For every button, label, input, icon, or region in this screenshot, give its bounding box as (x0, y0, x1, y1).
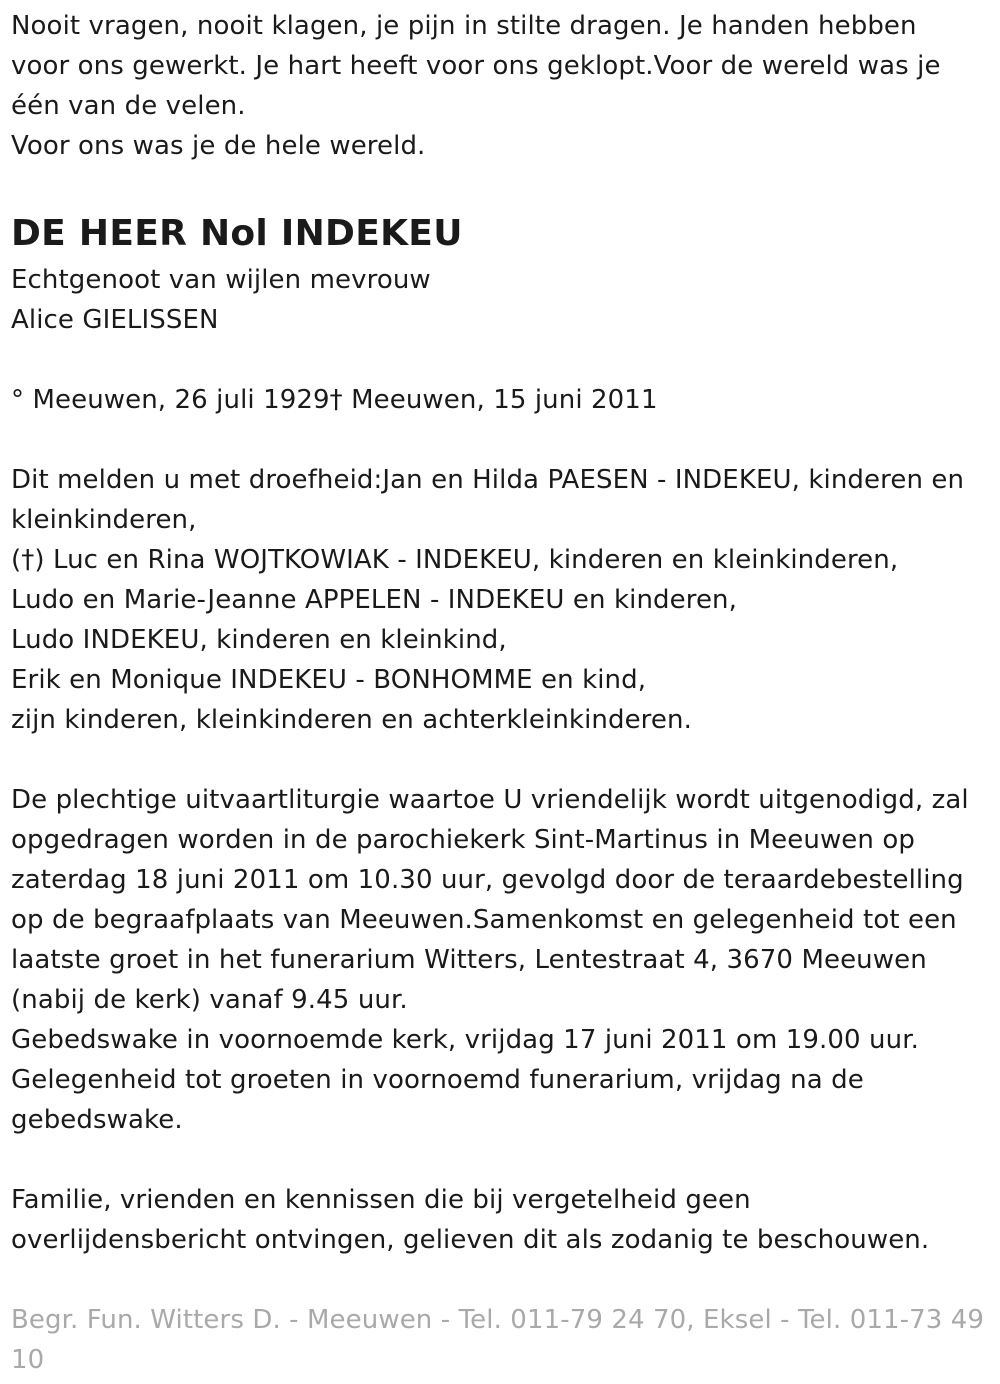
funeral-line: Gebedswake in voornoemde kerk, vrijdag 17 juni 2011 om 19.00 uur. (11, 1025, 919, 1055)
family-line: Erik en Monique INDEKEU - BONHOMME en kind, (11, 665, 647, 695)
funeral-details (11, 780, 991, 1140)
funeral-line: Gelegenheid tot groeten in voornoemd funerarium, vrijdag na de (11, 1065, 864, 1095)
birth-death-dates: ° Meeuwen, 26 juli 1929† Meeuwen, 15 juni 2011 (11, 385, 658, 415)
funeral-line: op de begraafplaats van Meeuwen.Samenkomst en gelegenheid tot een (11, 905, 957, 935)
funeral-line: (nabij de kerk) vanaf 9.45 uur. (11, 985, 408, 1015)
deceased-name: DE HEER Nol INDEKEU (11, 213, 463, 254)
poem-line: één van de velen. (11, 91, 246, 121)
spouse-info (11, 260, 991, 340)
poem (11, 6, 991, 166)
funeral-home-footer (11, 1300, 991, 1380)
family-line: Ludo INDEKEU, kinderen en kleinkind, (11, 625, 507, 655)
notice-line: Familie, vrienden en kennissen die bij vergetelheid geen (11, 1185, 751, 1215)
poem-line: Voor ons was je de hele wereld. (11, 131, 426, 161)
footer-line: 10 (11, 1345, 45, 1375)
notice-line: overlijdensbericht ontvingen, gelieven dit als zodanig te beschouwen. (11, 1225, 930, 1255)
family-line: (†) Luc en Rina WOJTKOWIAK - INDEKEU, kinderen en kleinkinderen, (11, 545, 899, 575)
spacer (11, 420, 991, 460)
family-line: zijn kinderen, kleinkinderen en achterkleinkinderen. (11, 705, 692, 735)
funeral-line: De plechtige uitvaartliturgie waartoe U vriendelijk wordt uitgenodigd, zal (11, 785, 969, 815)
spacer (11, 1140, 991, 1180)
funeral-line: zaterdag 18 juni 2011 om 10.30 uur, gevolgd door de teraardebestelling (11, 865, 964, 895)
family-line: Ludo en Marie-Jeanne APPELEN - INDEKEU en kinderen, (11, 585, 737, 615)
funeral-line: laatste groet in het funerarium Witters, Lentestraat 4, 3670 Meeuwen (11, 945, 927, 975)
funeral-line: opgedragen worden in de parochiekerk Sint-Martinus in Meeuwen op (11, 825, 915, 855)
obituary-document (11, 6, 991, 1380)
family-line: kleinkinderen, (11, 505, 197, 535)
poem-line: Nooit vragen, nooit klagen, je pijn in stilte dragen. Je handen hebben (11, 11, 917, 41)
spouse-line: Echtgenoot van wijlen mevrouw (11, 265, 431, 295)
spacer (11, 340, 991, 380)
spacer (11, 1260, 991, 1300)
spacer (11, 166, 991, 206)
family-line: Dit melden u met droefheid:Jan en Hilda PAESEN - INDEKEU, kinderen en (11, 465, 965, 495)
funeral-line: gebedswake. (11, 1105, 183, 1135)
spouse-name: Alice GIELISSEN (11, 305, 219, 335)
notice (11, 1180, 991, 1260)
poem-line: voor ons gewerkt. Je hart heeft voor ons geklopt.Voor de wereld was je (11, 51, 941, 81)
family-announcement (11, 460, 991, 740)
footer-line: Begr. Fun. Witters D. - Meeuwen - Tel. 011-79 24 70, Eksel - Tel. 011-73 49 (11, 1305, 985, 1335)
spacer (11, 740, 991, 780)
